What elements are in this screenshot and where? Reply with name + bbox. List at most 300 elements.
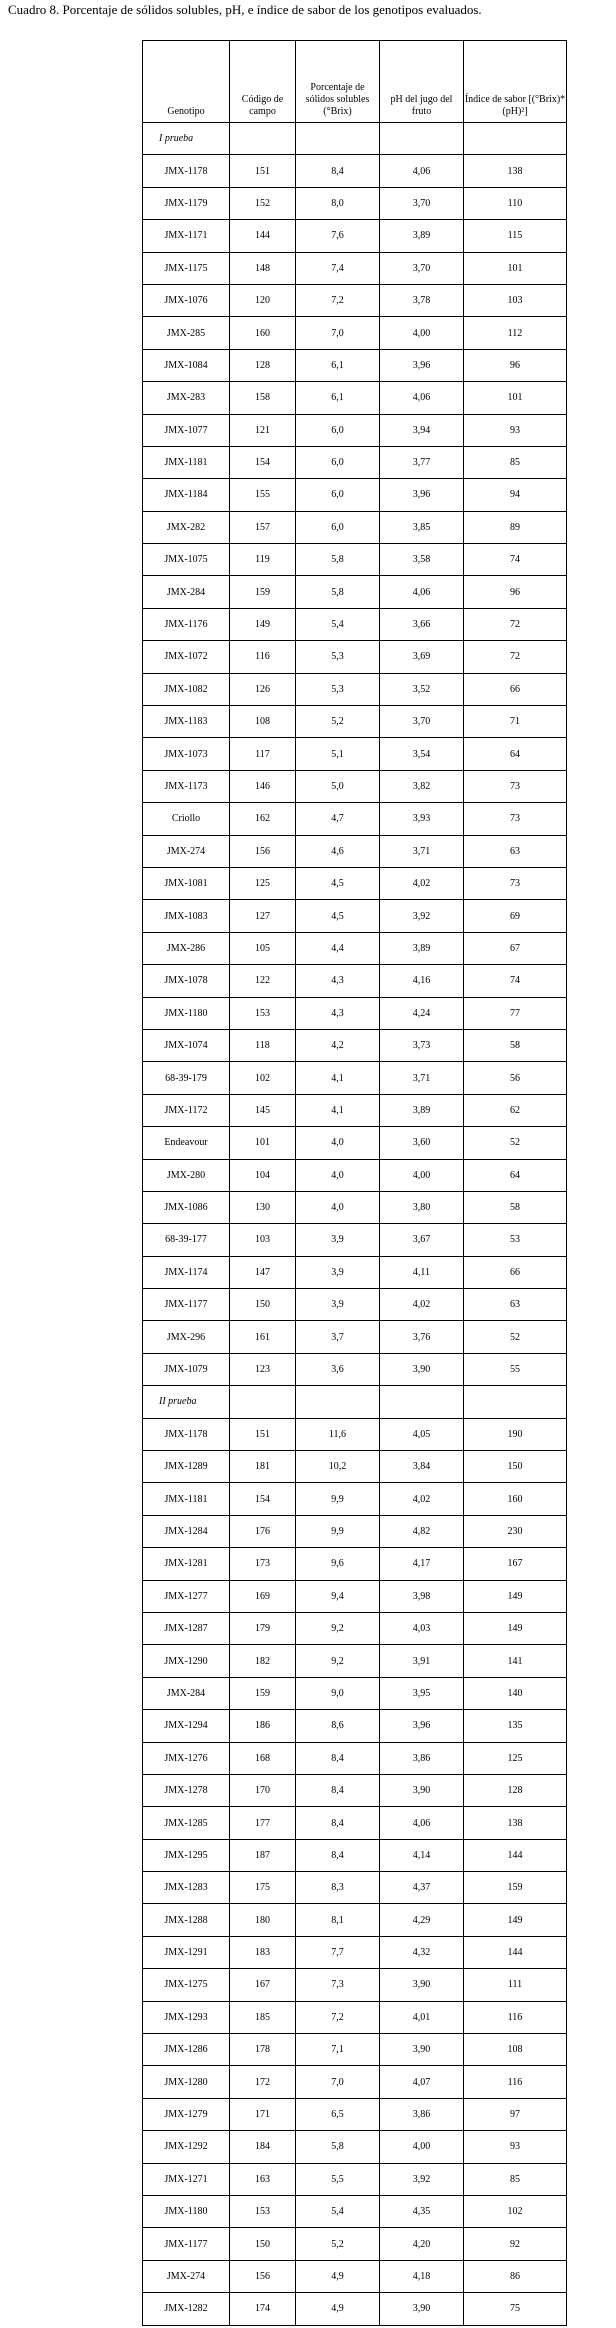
cell-flavor-index: 116	[464, 2001, 567, 2033]
cell-field-code: 122	[230, 965, 296, 997]
cell-ph: 3,90	[380, 1969, 464, 2001]
table-row	[143, 414, 567, 446]
table-row	[143, 220, 567, 252]
cell-ph: 3,98	[380, 1580, 464, 1612]
cell-field-code: 125	[230, 867, 296, 899]
cell-genotype: JMX-1086	[143, 1191, 230, 1223]
cell-flavor-index: 66	[464, 1256, 567, 1288]
table-row	[143, 1904, 567, 1936]
genotype-table	[142, 40, 567, 2326]
cell-ph: 3,73	[380, 1029, 464, 1061]
cell-genotype: JMX-1171	[143, 220, 230, 252]
cell-flavor-index: 167	[464, 1548, 567, 1580]
table-row	[143, 1451, 567, 1483]
cell-soluble-solids: 9,2	[296, 1645, 380, 1677]
cell-soluble-solids: 7,2	[296, 2001, 380, 2033]
cell-field-code: 104	[230, 1159, 296, 1191]
cell-field-code: 183	[230, 1936, 296, 1968]
cell-field-code: 151	[230, 1418, 296, 1450]
table-row	[143, 1029, 567, 1061]
table-row	[143, 1289, 567, 1321]
cell-ph: 3,85	[380, 511, 464, 543]
cell-field-code: 162	[230, 803, 296, 835]
cell-genotype: Criollo	[143, 803, 230, 835]
table-row	[143, 187, 567, 219]
cell-genotype: JMX-1075	[143, 544, 230, 576]
cell-genotype: JMX-1184	[143, 479, 230, 511]
empty-cell	[296, 1386, 380, 1418]
cell-ph: 4,24	[380, 997, 464, 1029]
cell-ph: 4,02	[380, 867, 464, 899]
table-row	[143, 2034, 567, 2066]
table-row	[143, 608, 567, 640]
cell-flavor-index: 135	[464, 1710, 567, 1742]
cell-field-code: 172	[230, 2066, 296, 2098]
table-row	[143, 1548, 567, 1580]
table-row	[143, 2163, 567, 2195]
cell-soluble-solids: 4,0	[296, 1159, 380, 1191]
cell-soluble-solids: 4,5	[296, 867, 380, 899]
table-row	[143, 1969, 567, 2001]
cell-ph: 4,02	[380, 1289, 464, 1321]
cell-soluble-solids: 8,3	[296, 1872, 380, 1904]
cell-soluble-solids: 5,3	[296, 673, 380, 705]
table-row	[143, 803, 567, 835]
table-row	[143, 1094, 567, 1126]
cell-flavor-index: 140	[464, 1677, 567, 1709]
cell-flavor-index: 110	[464, 187, 567, 219]
cell-genotype: JMX-1279	[143, 2098, 230, 2130]
cell-genotype: JMX-1178	[143, 155, 230, 187]
table-row	[143, 706, 567, 738]
cell-field-code: 153	[230, 2196, 296, 2228]
cell-flavor-index: 108	[464, 2034, 567, 2066]
cell-flavor-index: 149	[464, 1580, 567, 1612]
cell-genotype: JMX-1077	[143, 414, 230, 446]
header-flavor-index: Índice de sabor [(°Brix)*(pH)²]	[464, 41, 567, 123]
cell-soluble-solids: 3,9	[296, 1224, 380, 1256]
cell-field-code: 123	[230, 1353, 296, 1385]
table-row	[143, 867, 567, 899]
cell-genotype: JMX-1284	[143, 1515, 230, 1547]
cell-field-code: 168	[230, 1742, 296, 1774]
cell-genotype: JMX-1177	[143, 1289, 230, 1321]
cell-field-code: 101	[230, 1127, 296, 1159]
cell-ph: 4,29	[380, 1904, 464, 1936]
section-title: II prueba	[143, 1386, 230, 1418]
cell-flavor-index: 67	[464, 932, 567, 964]
cell-genotype: JMX-282	[143, 511, 230, 543]
header-row	[143, 41, 567, 123]
cell-soluble-solids: 7,0	[296, 317, 380, 349]
cell-flavor-index: 74	[464, 544, 567, 576]
cell-field-code: 174	[230, 2293, 296, 2325]
cell-genotype: JMX-1073	[143, 738, 230, 770]
cell-ph: 3,96	[380, 349, 464, 381]
cell-field-code: 169	[230, 1580, 296, 1612]
table-row	[143, 155, 567, 187]
cell-soluble-solids: 4,1	[296, 1062, 380, 1094]
table-row	[143, 770, 567, 802]
cell-field-code: 126	[230, 673, 296, 705]
cell-ph: 3,90	[380, 1774, 464, 1806]
cell-flavor-index: 138	[464, 1807, 567, 1839]
cell-ph: 4,00	[380, 1159, 464, 1191]
cell-genotype: JMX-274	[143, 835, 230, 867]
cell-field-code: 180	[230, 1904, 296, 1936]
cell-ph: 3,77	[380, 446, 464, 478]
cell-field-code: 187	[230, 1839, 296, 1871]
table-row	[143, 2228, 567, 2260]
cell-soluble-solids: 5,8	[296, 544, 380, 576]
cell-genotype: JMX-1281	[143, 1548, 230, 1580]
cell-ph: 3,67	[380, 1224, 464, 1256]
empty-cell	[464, 1386, 567, 1418]
cell-ph: 3,69	[380, 641, 464, 673]
cell-soluble-solids: 8,0	[296, 187, 380, 219]
table-row	[143, 1321, 567, 1353]
table-row	[143, 738, 567, 770]
cell-soluble-solids: 5,8	[296, 2131, 380, 2163]
cell-flavor-index: 56	[464, 1062, 567, 1094]
cell-field-code: 156	[230, 835, 296, 867]
cell-soluble-solids: 7,6	[296, 220, 380, 252]
cell-flavor-index: 63	[464, 1289, 567, 1321]
empty-cell	[230, 123, 296, 155]
cell-flavor-index: 89	[464, 511, 567, 543]
cell-soluble-solids: 9,6	[296, 1548, 380, 1580]
cell-genotype: Endeavour	[143, 1127, 230, 1159]
table-body	[143, 123, 567, 2326]
cell-ph: 3,89	[380, 932, 464, 964]
cell-genotype: JMX-1291	[143, 1936, 230, 1968]
cell-flavor-index: 86	[464, 2260, 567, 2292]
cell-field-code: 128	[230, 349, 296, 381]
table-row	[143, 1612, 567, 1644]
cell-flavor-index: 125	[464, 1742, 567, 1774]
cell-field-code: 118	[230, 1029, 296, 1061]
empty-cell	[230, 1386, 296, 1418]
cell-flavor-index: 63	[464, 835, 567, 867]
cell-soluble-solids: 6,5	[296, 2098, 380, 2130]
table-row	[143, 932, 567, 964]
cell-flavor-index: 160	[464, 1483, 567, 1515]
cell-soluble-solids: 5,0	[296, 770, 380, 802]
cell-soluble-solids: 7,0	[296, 2066, 380, 2098]
table-row	[143, 997, 567, 1029]
cell-genotype: JMX-296	[143, 1321, 230, 1353]
header-field-code: Código de campo	[230, 41, 296, 123]
cell-ph: 4,35	[380, 2196, 464, 2228]
cell-genotype: JMX-1289	[143, 1451, 230, 1483]
cell-genotype: JMX-1180	[143, 2196, 230, 2228]
table-row	[143, 2260, 567, 2292]
cell-genotype: JMX-284	[143, 576, 230, 608]
cell-field-code: 160	[230, 317, 296, 349]
section-row	[143, 123, 567, 155]
table-row	[143, 835, 567, 867]
cell-flavor-index: 58	[464, 1029, 567, 1061]
table-row	[143, 900, 567, 932]
table-row	[143, 446, 567, 478]
cell-flavor-index: 101	[464, 252, 567, 284]
section-title: I prueba	[143, 123, 230, 155]
cell-field-code: 156	[230, 2260, 296, 2292]
cell-ph: 4,14	[380, 1839, 464, 1871]
cell-genotype: JMX-1295	[143, 1839, 230, 1871]
cell-ph: 3,90	[380, 2034, 464, 2066]
cell-flavor-index: 128	[464, 1774, 567, 1806]
cell-field-code: 149	[230, 608, 296, 640]
cell-genotype: JMX-1178	[143, 1418, 230, 1450]
cell-soluble-solids: 6,0	[296, 446, 380, 478]
cell-soluble-solids: 5,2	[296, 706, 380, 738]
table-row	[143, 349, 567, 381]
table-caption: Cuadro 8. Porcentaje de sólidos solubles, pH, e índice de sabor de los genotipos evaluados.	[8, 2, 482, 17]
table-row	[143, 1677, 567, 1709]
cell-ph: 4,82	[380, 1515, 464, 1547]
table-row	[143, 2196, 567, 2228]
cell-flavor-index: 150	[464, 1451, 567, 1483]
cell-flavor-index: 116	[464, 2066, 567, 2098]
cell-field-code: 186	[230, 1710, 296, 1742]
table-row	[143, 1839, 567, 1871]
cell-field-code: 105	[230, 932, 296, 964]
cell-field-code: 178	[230, 2034, 296, 2066]
cell-soluble-solids: 6,1	[296, 382, 380, 414]
cell-soluble-solids: 4,0	[296, 1127, 380, 1159]
cell-flavor-index: 73	[464, 803, 567, 835]
cell-soluble-solids: 4,0	[296, 1191, 380, 1223]
table-row	[143, 1062, 567, 1094]
cell-soluble-solids: 7,3	[296, 1969, 380, 2001]
cell-ph: 4,11	[380, 1256, 464, 1288]
cell-field-code: 150	[230, 2228, 296, 2260]
cell-field-code: 170	[230, 1774, 296, 1806]
header-genotype: Genotipo	[143, 41, 230, 123]
cell-ph: 3,82	[380, 770, 464, 802]
cell-field-code: 119	[230, 544, 296, 576]
cell-ph: 3,52	[380, 673, 464, 705]
cell-flavor-index: 115	[464, 220, 567, 252]
cell-genotype: JMX-1283	[143, 1872, 230, 1904]
cell-flavor-index: 64	[464, 738, 567, 770]
cell-genotype: JMX-1280	[143, 2066, 230, 2098]
cell-ph: 3,90	[380, 1353, 464, 1385]
table-row	[143, 382, 567, 414]
cell-field-code: 159	[230, 576, 296, 608]
cell-ph: 3,94	[380, 414, 464, 446]
cell-flavor-index: 144	[464, 1839, 567, 1871]
cell-ph: 3,92	[380, 2163, 464, 2195]
cell-genotype: JMX-1173	[143, 770, 230, 802]
table-row	[143, 576, 567, 608]
cell-soluble-solids: 5,3	[296, 641, 380, 673]
cell-field-code: 103	[230, 1224, 296, 1256]
cell-soluble-solids: 3,6	[296, 1353, 380, 1385]
cell-soluble-solids: 4,3	[296, 997, 380, 1029]
section-row	[143, 1386, 567, 1418]
cell-genotype: JMX-1181	[143, 446, 230, 478]
cell-flavor-index: 141	[464, 1645, 567, 1677]
table-row	[143, 1515, 567, 1547]
cell-ph: 4,37	[380, 1872, 464, 1904]
cell-soluble-solids: 6,0	[296, 511, 380, 543]
cell-soluble-solids: 8,1	[296, 1904, 380, 1936]
cell-ph: 4,20	[380, 2228, 464, 2260]
cell-field-code: 153	[230, 997, 296, 1029]
cell-genotype: 68-39-177	[143, 1224, 230, 1256]
cell-field-code: 173	[230, 1548, 296, 1580]
cell-genotype: JMX-1082	[143, 673, 230, 705]
cell-ph: 4,00	[380, 317, 464, 349]
cell-ph: 3,70	[380, 706, 464, 738]
table-row	[143, 1127, 567, 1159]
empty-cell	[296, 123, 380, 155]
table-row	[143, 511, 567, 543]
cell-genotype: JMX-283	[143, 382, 230, 414]
cell-genotype: JMX-1285	[143, 1807, 230, 1839]
cell-ph: 3,84	[380, 1451, 464, 1483]
cell-genotype: JMX-1177	[143, 2228, 230, 2260]
cell-ph: 3,60	[380, 1127, 464, 1159]
cell-field-code: 117	[230, 738, 296, 770]
cell-field-code: 181	[230, 1451, 296, 1483]
cell-soluble-solids: 8,4	[296, 1807, 380, 1839]
cell-soluble-solids: 4,7	[296, 803, 380, 835]
cell-ph: 3,78	[380, 284, 464, 316]
cell-genotype: JMX-1275	[143, 1969, 230, 2001]
cell-soluble-solids: 4,5	[296, 900, 380, 932]
cell-flavor-index: 55	[464, 1353, 567, 1385]
cell-field-code: 148	[230, 252, 296, 284]
cell-field-code: 146	[230, 770, 296, 802]
table-row	[143, 1872, 567, 1904]
cell-soluble-solids: 4,4	[296, 932, 380, 964]
table-row	[143, 673, 567, 705]
cell-ph: 3,95	[380, 1677, 464, 1709]
cell-field-code: 127	[230, 900, 296, 932]
cell-flavor-index: 62	[464, 1094, 567, 1126]
table-row	[143, 1807, 567, 1839]
cell-genotype: JMX-1293	[143, 2001, 230, 2033]
cell-ph: 4,06	[380, 1807, 464, 1839]
cell-ph: 4,03	[380, 1612, 464, 1644]
cell-ph: 3,89	[380, 1094, 464, 1126]
cell-ph: 3,54	[380, 738, 464, 770]
cell-field-code: 159	[230, 1677, 296, 1709]
cell-soluble-solids: 6,0	[296, 479, 380, 511]
table-row	[143, 2098, 567, 2130]
cell-genotype: JMX-1179	[143, 187, 230, 219]
cell-ph: 4,02	[380, 1483, 464, 1515]
table-row	[143, 965, 567, 997]
cell-ph: 4,06	[380, 155, 464, 187]
cell-soluble-solids: 8,4	[296, 1774, 380, 1806]
cell-genotype: JMX-1180	[143, 997, 230, 1029]
cell-ph: 4,05	[380, 1418, 464, 1450]
cell-soluble-solids: 4,2	[296, 1029, 380, 1061]
table-row	[143, 1191, 567, 1223]
cell-flavor-index: 72	[464, 641, 567, 673]
cell-soluble-solids: 7,4	[296, 252, 380, 284]
cell-flavor-index: 93	[464, 414, 567, 446]
cell-field-code: 121	[230, 414, 296, 446]
table-row	[143, 252, 567, 284]
cell-flavor-index: 73	[464, 867, 567, 899]
cell-flavor-index: 159	[464, 1872, 567, 1904]
cell-flavor-index: 71	[464, 706, 567, 738]
table-row	[143, 2001, 567, 2033]
cell-field-code: 175	[230, 1872, 296, 1904]
cell-genotype: JMX-1278	[143, 1774, 230, 1806]
cell-soluble-solids: 3,9	[296, 1256, 380, 1288]
cell-soluble-solids: 5,4	[296, 2196, 380, 2228]
cell-genotype: JMX-1183	[143, 706, 230, 738]
cell-genotype: JMX-1081	[143, 867, 230, 899]
table-row	[143, 544, 567, 576]
cell-flavor-index: 103	[464, 284, 567, 316]
cell-soluble-solids: 11,6	[296, 1418, 380, 1450]
cell-ph: 3,93	[380, 803, 464, 835]
cell-genotype: JMX-1175	[143, 252, 230, 284]
cell-flavor-index: 64	[464, 1159, 567, 1191]
cell-field-code: 144	[230, 220, 296, 252]
cell-ph: 3,71	[380, 1062, 464, 1094]
cell-field-code: 145	[230, 1094, 296, 1126]
table-row	[143, 317, 567, 349]
cell-soluble-solids: 8,4	[296, 1839, 380, 1871]
cell-soluble-solids: 9,9	[296, 1515, 380, 1547]
table-row	[143, 641, 567, 673]
cell-field-code: 130	[230, 1191, 296, 1223]
cell-flavor-index: 85	[464, 446, 567, 478]
cell-flavor-index: 230	[464, 1515, 567, 1547]
table-row	[143, 2131, 567, 2163]
cell-soluble-solids: 4,9	[296, 2293, 380, 2325]
cell-genotype: JMX-1172	[143, 1094, 230, 1126]
cell-field-code: 102	[230, 1062, 296, 1094]
cell-genotype: JMX-1276	[143, 1742, 230, 1774]
cell-ph: 3,58	[380, 544, 464, 576]
cell-field-code: 154	[230, 446, 296, 478]
table-row	[143, 1159, 567, 1191]
table-row	[143, 1224, 567, 1256]
cell-ph: 4,01	[380, 2001, 464, 2033]
cell-field-code: 116	[230, 641, 296, 673]
cell-genotype: JMX-1181	[143, 1483, 230, 1515]
cell-soluble-solids: 9,0	[296, 1677, 380, 1709]
cell-soluble-solids: 9,4	[296, 1580, 380, 1612]
cell-soluble-solids: 7,7	[296, 1936, 380, 1968]
cell-field-code: 151	[230, 155, 296, 187]
cell-field-code: 163	[230, 2163, 296, 2195]
cell-ph: 3,96	[380, 1710, 464, 1742]
table-row	[143, 1353, 567, 1385]
cell-field-code: 154	[230, 1483, 296, 1515]
table-row	[143, 2066, 567, 2098]
cell-flavor-index: 112	[464, 317, 567, 349]
cell-genotype: JMX-1174	[143, 1256, 230, 1288]
cell-field-code: 155	[230, 479, 296, 511]
header-soluble-solids: Porcentaje de sólidos solubles (°Brix)	[296, 41, 380, 123]
cell-soluble-solids: 6,1	[296, 349, 380, 381]
empty-cell	[464, 123, 567, 155]
cell-soluble-solids: 7,2	[296, 284, 380, 316]
cell-soluble-solids: 5,1	[296, 738, 380, 770]
cell-genotype: JMX-280	[143, 1159, 230, 1191]
cell-ph: 3,96	[380, 479, 464, 511]
